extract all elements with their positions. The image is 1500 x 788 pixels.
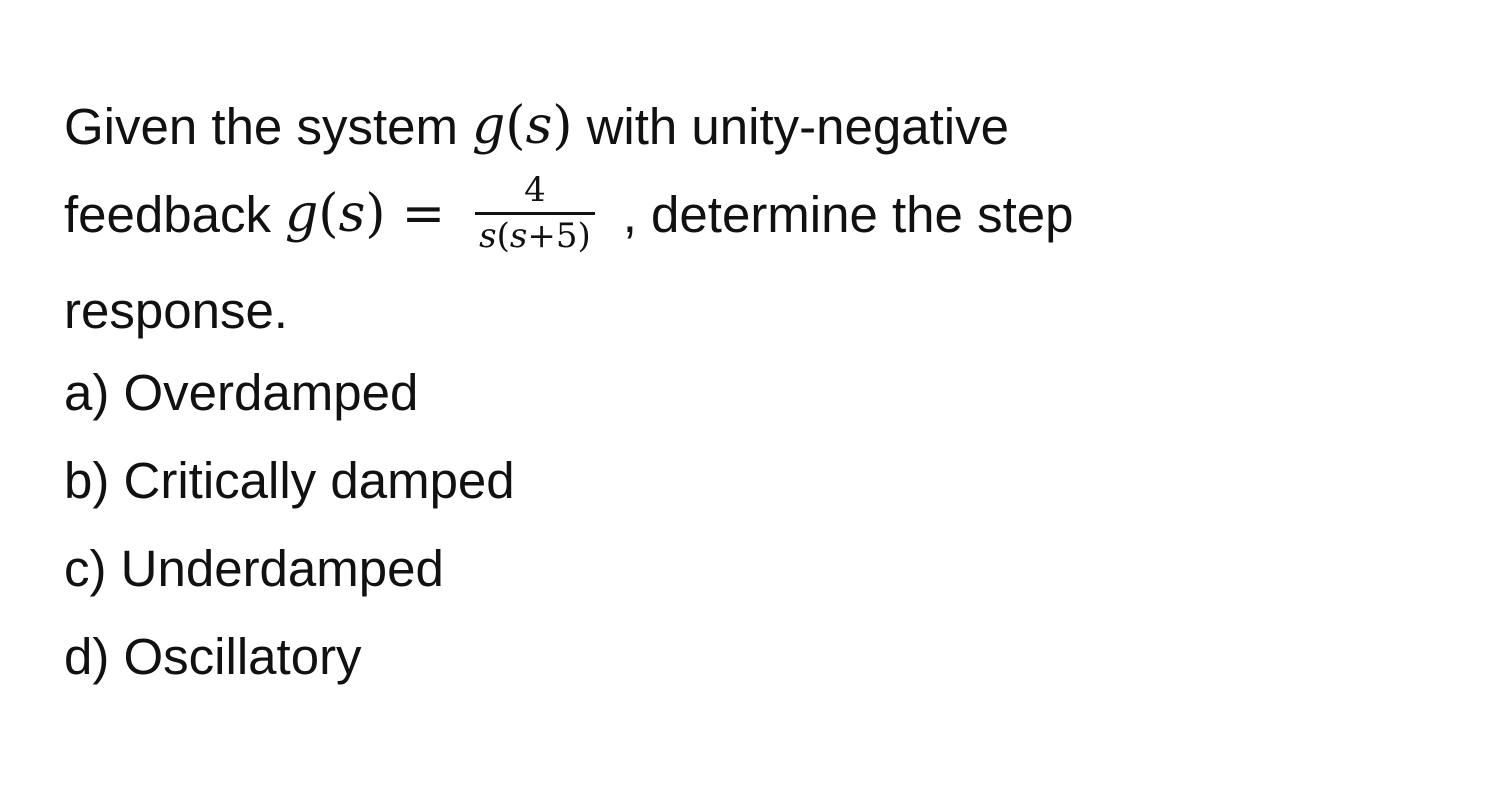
question-line-1 bbox=[64, 88, 1444, 164]
den-close-paren: ) bbox=[577, 216, 591, 256]
question-text-3: feedback bbox=[64, 185, 271, 243]
den-s: s bbox=[479, 216, 497, 256]
math-close-paren: ) bbox=[365, 184, 386, 244]
question-line-2 bbox=[64, 164, 1444, 264]
math-s: s bbox=[525, 96, 553, 156]
fraction-bar bbox=[475, 212, 595, 215]
question-line-3 bbox=[64, 272, 1444, 348]
den-s-inner: s bbox=[509, 216, 528, 256]
question-text-2: with unity-negative bbox=[586, 97, 1009, 155]
question-text-1: Given the system bbox=[64, 97, 458, 155]
fraction-denominator bbox=[475, 216, 595, 256]
fraction bbox=[475, 170, 595, 256]
math-s: s bbox=[338, 184, 366, 244]
option-d: d) Oscillatory bbox=[64, 627, 362, 685]
question-block bbox=[64, 88, 1444, 700]
question-text-5: response. bbox=[64, 281, 288, 339]
math-equals: = bbox=[401, 184, 446, 244]
transfer-function bbox=[285, 170, 609, 256]
math-close-paren: ) bbox=[552, 96, 573, 156]
math-open-paren: ( bbox=[505, 96, 526, 156]
option-c: c) Underdamped bbox=[64, 539, 444, 597]
system-symbol bbox=[471, 96, 573, 156]
den-open-paren: ( bbox=[496, 216, 510, 256]
math-open-paren: ( bbox=[318, 184, 339, 244]
option-b: b) Critically damped bbox=[64, 451, 515, 509]
option-a: a) Overdamped bbox=[64, 363, 419, 421]
den-plus-five: +5 bbox=[527, 216, 578, 256]
fraction-numerator: 4 bbox=[524, 170, 546, 211]
math-g: g bbox=[285, 184, 319, 244]
math-g: g bbox=[471, 96, 506, 156]
question-text-4: , determine the step bbox=[622, 185, 1074, 243]
